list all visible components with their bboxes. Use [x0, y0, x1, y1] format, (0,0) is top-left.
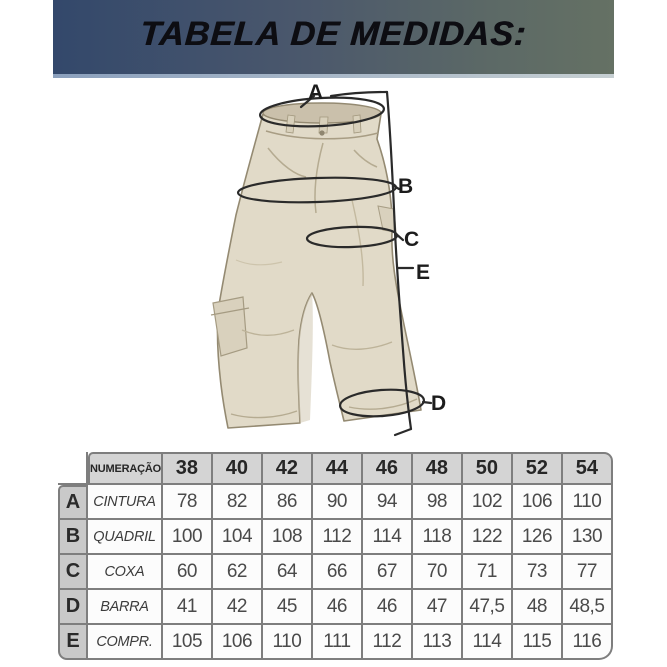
- row-key-cell: B: [58, 520, 88, 555]
- value-cell: 113: [413, 625, 463, 660]
- value-cell: 46: [313, 590, 363, 625]
- size-table: [58, 452, 613, 660]
- diagram-label-a: A: [308, 81, 324, 104]
- diagram-label-e: E: [416, 261, 431, 284]
- table-row-quadril: [58, 520, 613, 555]
- value-cell: 77: [563, 555, 613, 590]
- value-cell: 73: [513, 555, 563, 590]
- value-cell: 62: [213, 555, 263, 590]
- belt-loop: [286, 115, 295, 133]
- table-row-cintura: [58, 485, 613, 520]
- belt-loop: [353, 115, 361, 133]
- value-cell: 48: [513, 590, 563, 625]
- diagram-label-d: D: [431, 392, 447, 415]
- value-cell: 47: [413, 590, 463, 625]
- value-cell: 98: [413, 485, 463, 520]
- value-cell: 118: [413, 520, 463, 555]
- value-cell: 60: [163, 555, 213, 590]
- diagram-label-b: B: [398, 175, 414, 198]
- value-cell: 42: [213, 590, 263, 625]
- value-cell: 67: [363, 555, 413, 590]
- value-cell: 106: [213, 625, 263, 660]
- value-cell: 122: [463, 520, 513, 555]
- column-header-size: 44: [313, 452, 363, 485]
- value-cell: 130: [563, 520, 613, 555]
- value-cell: 105: [163, 625, 213, 660]
- value-cell: 100: [163, 520, 213, 555]
- diagram-label-c: C: [404, 228, 420, 251]
- value-cell: 116: [563, 625, 613, 660]
- column-header-size: 54: [563, 452, 613, 485]
- value-cell: 48,5: [563, 590, 613, 625]
- column-header-size: 52: [513, 452, 563, 485]
- pants-illustration: [211, 103, 421, 428]
- value-cell: 106: [513, 485, 563, 520]
- value-cell: 71: [463, 555, 513, 590]
- row-key-cell: C: [58, 555, 88, 590]
- row-key-cell: D: [58, 590, 88, 625]
- value-cell: 70: [413, 555, 463, 590]
- hem-label-tick: [423, 402, 431, 403]
- value-cell: 112: [363, 625, 413, 660]
- value-cell: 41: [163, 590, 213, 625]
- value-cell: 86: [263, 485, 313, 520]
- value-cell: 46: [363, 590, 413, 625]
- value-cell: 66: [313, 555, 363, 590]
- column-header-size: 40: [213, 452, 263, 485]
- value-cell: 64: [263, 555, 313, 590]
- value-cell: 82: [213, 485, 263, 520]
- value-cell: 114: [463, 625, 513, 660]
- value-cell: 94: [363, 485, 413, 520]
- value-cell: 110: [263, 625, 313, 660]
- column-header-size: 38: [163, 452, 213, 485]
- table-row-coxa: [58, 555, 613, 590]
- value-cell: 78: [163, 485, 213, 520]
- column-header-size: 48: [413, 452, 463, 485]
- page-title: TABELA DE MEDIDAS:: [139, 14, 529, 53]
- length-line-top: [331, 92, 387, 96]
- value-cell: 111: [313, 625, 363, 660]
- column-header-size: 50: [463, 452, 513, 485]
- row-label-cell: CINTURA: [88, 485, 163, 520]
- row-label-cell: QUADRIL: [88, 520, 163, 555]
- value-cell: 104: [213, 520, 263, 555]
- row-key-cell: A: [58, 485, 88, 520]
- length-line-bottom-tick: [395, 429, 411, 435]
- waist-button: [319, 130, 324, 135]
- row-label-cell: COMPR.: [88, 625, 163, 660]
- column-header-size: 42: [263, 452, 313, 485]
- value-cell: 45: [263, 590, 313, 625]
- table-row-compr: [58, 625, 613, 660]
- row-label-cell: COXA: [88, 555, 163, 590]
- column-header-size: 46: [363, 452, 413, 485]
- value-cell: 114: [363, 520, 413, 555]
- row-key-cell: E: [58, 625, 88, 660]
- column-header-numeracao: NUMERAÇÃO: [88, 452, 163, 485]
- value-cell: 110: [563, 485, 613, 520]
- value-cell: 115: [513, 625, 563, 660]
- value-cell: 126: [513, 520, 563, 555]
- value-cell: 47,5: [463, 590, 513, 625]
- table-row-barra: [58, 590, 613, 625]
- value-cell: 112: [313, 520, 363, 555]
- value-cell: 102: [463, 485, 513, 520]
- value-cell: 90: [313, 485, 363, 520]
- row-label-cell: BARRA: [88, 590, 163, 625]
- value-cell: 108: [263, 520, 313, 555]
- table-corner-spacer: [58, 452, 88, 485]
